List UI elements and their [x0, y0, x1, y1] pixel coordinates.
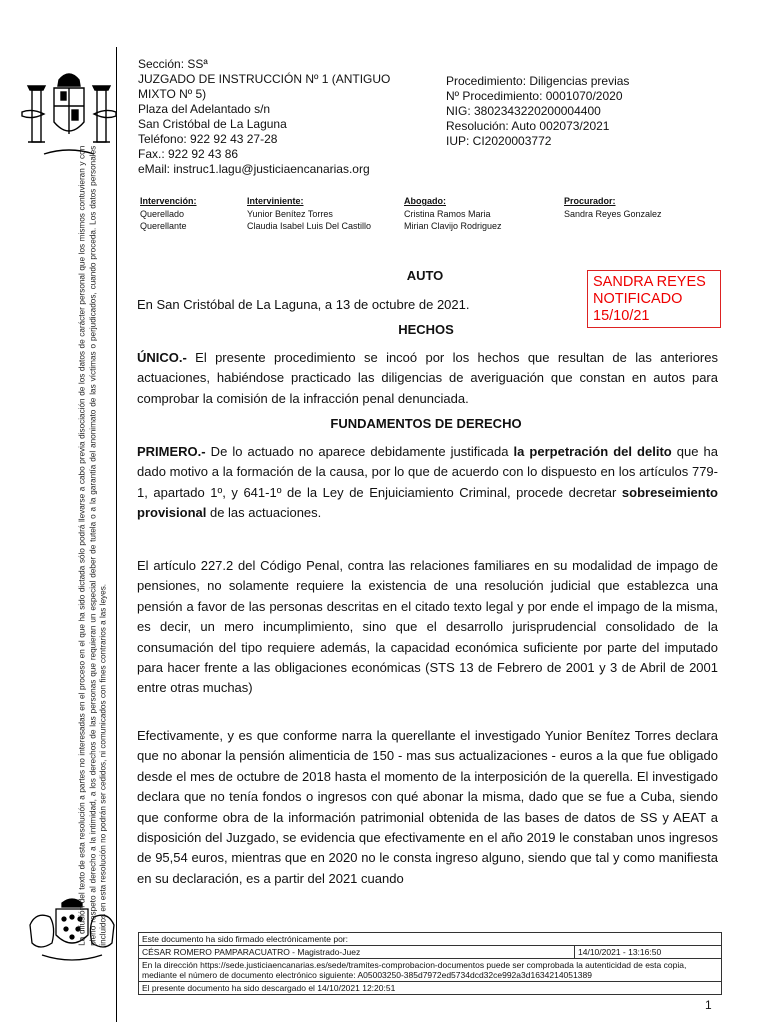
verify-text: En la dirección https://sede.justiciaencanarias.es/sede/tramites-comprobacion-documentos puede ser comprobada la autenticidad de esta copia, mediante el número de documento electrónico siguiente: A05003250-385d7972ed5734dcd32ce992a3d1634214051389: [139, 959, 721, 982]
header-left: [138, 57, 390, 177]
signer-name: CÉSAR ROMERO PAMPARACUATRO - Magistrado-Juez: [139, 946, 575, 958]
court-email: eMail: instruc1.lagu@justiciaencanarias.org: [138, 162, 370, 176]
margin-line: [116, 47, 117, 1022]
proc-line: Nº Procedimiento: 0001070/2020: [446, 89, 623, 103]
table-cell: Claudia Isabel Luis Del Castillo: [247, 221, 372, 231]
place-date: En San Cristóbal de La Laguna, a 13 de octubre de 2021.: [137, 297, 470, 312]
hechos-title: HECHOS: [398, 322, 454, 337]
stamp-line: NOTIFICADO: [593, 291, 683, 307]
court-line: JUZGADO DE INSTRUCCIÓN Nº 1 (ANTIGUO: [138, 72, 391, 86]
header-right: [446, 74, 629, 149]
signed-label: Este documento ha sido firmado electrónicamente por:: [139, 933, 721, 946]
primero-text: que ha dado motivo a la formación de la causa, por lo que de acuerdo con lo dispuesto en los artículos 779-1, apartado 1º, y 641-1º de la Ley de Enjuiciamiento Criminal, procede decretar: [137, 444, 719, 500]
privacy-notice-vertical: La difusión del texto de esta resolución a partes no interesadas en el proceso en el que ha sido dictada sólo podrá llevarse a cabo previa disociación de los datos de carácter personal que los mismos contuvieran y con pleno respeto al derecho a la intimidad, a los derechos de las personas que requieran un especial deber de tutela o a la garantía del anonimato de las víctimas o perjudicados, cuando proceda. Los datos personales incluidos en esta resolución no podrán ser cedidos, ni comunicados con fines contrarios a las leyes.: [77, 145, 108, 946]
unico-text: El presente procedimiento se incoó por los hechos que resultan de las anteriores actuaciones, habiéndose practicado las diligencias de averiguación que constan en autos para comprobar la comisión de la infracción penal denunciada.: [137, 350, 718, 406]
col-header: Intervención:: [140, 196, 197, 206]
proc-line: NIG: 3802343220200004400: [446, 104, 601, 118]
fundamentos-title: FUNDAMENTOS DE DERECHO: [330, 416, 522, 431]
table-cell: Cristina Ramos Maria: [404, 208, 491, 219]
unico-label: ÚNICO.-: [137, 350, 187, 365]
col-header: Procurador:: [564, 196, 616, 206]
auto-title: AUTO: [406, 268, 444, 283]
primero-bold: sobreseimiento provisional: [137, 484, 718, 521]
unico-paragraph: [137, 348, 718, 409]
primero-text: De lo actuado no aparece debidamente justificada: [205, 444, 514, 459]
downloaded-text: El presente documento ha sido descargado el 14/10/2021 12:20:51: [142, 983, 396, 993]
court-line: MIXTO Nº 5): [138, 87, 207, 101]
table-cell: Sandra Reyes Gonzalez: [564, 208, 662, 219]
stamp-line: 15/10/21: [593, 308, 650, 324]
court-line: Teléfono: 922 92 43 27-28: [138, 132, 278, 146]
primero-bold: la perpetración del delito: [513, 444, 672, 459]
primero-paragraph: [137, 442, 718, 524]
table-cell: Mirian Clavijo Rodriguez: [404, 221, 502, 231]
court-line: Plaza del Adelantado s/n: [138, 102, 271, 116]
col-header: Abogado:: [404, 196, 446, 206]
court-line: San Cristóbal de La Laguna: [138, 117, 287, 131]
sign-date: 14/10/2021 - 13:16:50: [578, 947, 662, 957]
proc-line: IUP: CI2020003772: [446, 134, 552, 148]
col-header: Interviniente:: [247, 196, 304, 206]
primero-text: de las actuaciones.: [206, 505, 322, 521]
paragraph-articulo-227: El artículo 227.2 del Código Penal, contra las relaciones familiares en su modalidad de impago de pensiones, no solamente requiere la existencia de una resolución judicial que establezca una pensión a favor de las personas descritas en el citado texto legal y por ende el impago de la misma, es decir, un mero incumplimiento, sino que el desarrollo jurisprudencial consolidado de la consumación del tipo requiere además, la capacidad económica suficiente por parte del imputado para hacer frente a las obligaciones económicas (STS 13 de Febrero de 2001 y 3 de Abril de 2001 entre otras muchas): [137, 558, 718, 696]
table-cell: Querellante: [140, 221, 187, 231]
table-cell: Yunior Benítez Torres: [247, 208, 333, 219]
table-cell: Querellado: [140, 208, 185, 219]
signer-row: [139, 946, 721, 959]
court-line: Fax.: 922 92 43 86: [138, 147, 239, 161]
seccion: Sección: SSª: [138, 57, 208, 71]
proc-line: Resolución: Auto 002073/2021: [446, 119, 610, 133]
page-number: 1: [705, 998, 712, 1012]
proc-line: Procedimiento: Diligencias previas: [446, 74, 630, 88]
stamp-line: SANDRA REYES: [593, 274, 706, 290]
signature-box: [138, 932, 722, 995]
primero-label: PRIMERO.-: [137, 444, 206, 459]
paragraph-efectivamente: Efectivamente, y es que conforme narra la querellante el investigado Yunior Benítez Torres declara que no abonar la pensión alimenticia de 150 - mas sus actualizaciones - euros a la que fue obligado desde el mes de octubre de 2018 hasta el momento de la interposición de la querella. El investigado declara que no tenía fondos o ingresos con qué abonar la misma, dado que se fue a Cuba, siendo que conforme obra de la información patrimonial obtenida de las bases de datos de SS y AEAT a disposición del Juzgado, se evidencia que efectivamente en el año 2019 le constaban unos ingresos de 95,54 euros, mientras que en 2020 no le consta ingreso alguno, siendo que tal y como manifiesta en su declaración, es a partir del 2021 cuando: [137, 728, 718, 886]
